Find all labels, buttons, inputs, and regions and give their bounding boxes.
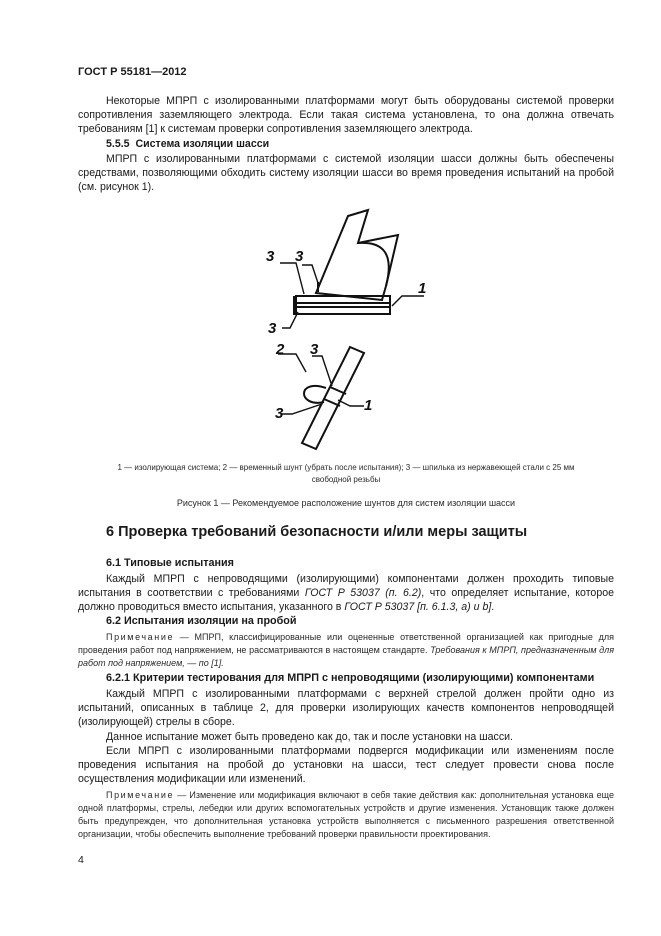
figure-label: 1 bbox=[364, 397, 373, 414]
figure-label: 3 bbox=[275, 405, 284, 422]
section-6-heading: 6 Проверка требований безопасности и/или меры защиты bbox=[106, 524, 528, 540]
paragraph-grounding-electrode bbox=[78, 94, 614, 136]
section-5-5-5-heading bbox=[106, 137, 506, 151]
figure-legend bbox=[78, 462, 614, 486]
boom-curve bbox=[358, 243, 389, 286]
standard-reference: ГОСТ Р 53037 (п. 6.2) bbox=[304, 587, 422, 599]
paragraph-text: Каждый МПРП с непроводящими (изолирующими) компонентами должен проходить типовые испытания в соответствии с требованиями bbox=[78, 573, 614, 599]
figure-label: 3 bbox=[266, 248, 275, 265]
figure-label: 3 bbox=[295, 248, 304, 265]
note-text: — МПРП, классифицированные или оцененные ответственной организацией как пригодные для проведения работ под напряжением, не рассматриваются в настоящем стандарте. bbox=[78, 632, 614, 655]
leader-line bbox=[312, 356, 332, 386]
figure-label: 3 bbox=[310, 341, 319, 358]
paragraph-criteria bbox=[78, 687, 614, 729]
paragraph-text: , что определяет испытание, которое должно проводиться вместо испытания, указанного в bbox=[78, 587, 614, 613]
paragraph-text: Каждый МПРП с изолированными платформами с верхней стрелой должен пройти одно из испытаний, описанных в таблице 2, для проверки изолирующих качеств компонентов непроводящей (изолирующей) стрелы в сборе. bbox=[78, 688, 614, 728]
leader-line bbox=[338, 400, 364, 406]
paragraph-type-tests bbox=[78, 572, 614, 614]
note-reference: Требования к МПРП, предназначенным для работ под напряжением, — по [1]. bbox=[78, 645, 615, 668]
lower-boom-outline bbox=[302, 347, 364, 449]
page-number: 4 bbox=[78, 854, 84, 866]
leader-line bbox=[392, 296, 424, 306]
paragraph-text: Некоторые МПРП с изолированными платформами могут быть оборудованы системой проверки сопротивления заземляющего электрода. Если такая система установлена, то она должна отвечать требованиям [1] к системам проверки сопротивления заземляющего электрода. bbox=[78, 95, 614, 135]
section-title: Система изоляции шасси bbox=[135, 138, 270, 150]
note-prefix: Примечание bbox=[106, 632, 175, 642]
paragraph-modification bbox=[78, 744, 614, 786]
section-6-2-1-heading: 6.2.1 Критерии тестирования для МПРП с непроводящими (изолирующими) компонентами bbox=[106, 672, 595, 684]
figure-shunt-diagram bbox=[240, 200, 450, 455]
paragraph-text: . bbox=[491, 601, 495, 613]
figure-label: 3 bbox=[268, 320, 277, 337]
section-6-1-heading: 6.1 Типовые испытания bbox=[106, 557, 234, 569]
paragraph-before-after bbox=[78, 730, 614, 744]
leader-line bbox=[282, 404, 322, 414]
note-modification bbox=[78, 789, 614, 841]
legend-line: 1 — изолирующая система; 2 — временный шунт (убрать после испытания); 3 — шпилька из нержавеющей стали с 25 мм bbox=[117, 463, 575, 472]
lower-joint-line bbox=[324, 399, 340, 406]
paragraph-text: МПРП с изолированными платформами с системой изоляции шасси должны быть обеспечены средствами, позволяющими обходить систему изоляции шасси во время проведения испытаний на пробой (см. рисунок 1). bbox=[78, 153, 614, 193]
leader-line bbox=[302, 265, 318, 283]
paragraph-text: Данное испытание может быть проведено как до, так и после установки на шасси. bbox=[106, 731, 514, 743]
note-prefix: Примечание bbox=[106, 790, 175, 800]
figure-caption: Рисунок 1 — Рекомендуемое расположение шунтов для систем изоляции шасси bbox=[176, 498, 516, 508]
legend-line: свободной резьбы bbox=[311, 475, 381, 484]
note-text: — Изменение или модификация включают в себя такие действия как: дополнительная установка еще одной платформы, стрелы, лебедки или других вспомогательных устройств и другие изменения. Установщик также должен быть предупрежден, что дополнительная установка устройств выполняется с письменного разрешения ответственной организации, чтобы обеспечить выполнение требований проверки правильности проектирования. bbox=[78, 790, 614, 839]
section-6-2-heading: 6.2 Испытания изоляции на пробой bbox=[106, 615, 297, 627]
lower-joint-line bbox=[330, 387, 346, 394]
page-header: ГОСТ Р 55181—2012 bbox=[78, 66, 187, 78]
section-number: 5.5.5 bbox=[106, 138, 130, 150]
standard-reference: ГОСТ Р 53037 [п. 6.1.3, а) и b] bbox=[344, 601, 492, 613]
note-live-work bbox=[78, 631, 614, 670]
leader-line bbox=[280, 263, 304, 294]
paragraph-chassis-isolation bbox=[78, 152, 614, 194]
figure-label: 2 bbox=[276, 341, 285, 358]
figure-label: 1 bbox=[418, 280, 427, 297]
paragraph-text: Если МПРП с изолированными платформами подвергся модификации или изменениям после проведения испытания на пробой до установки на шасси, тест следует провести снова после осуществления модификации или изменений. bbox=[78, 745, 614, 785]
